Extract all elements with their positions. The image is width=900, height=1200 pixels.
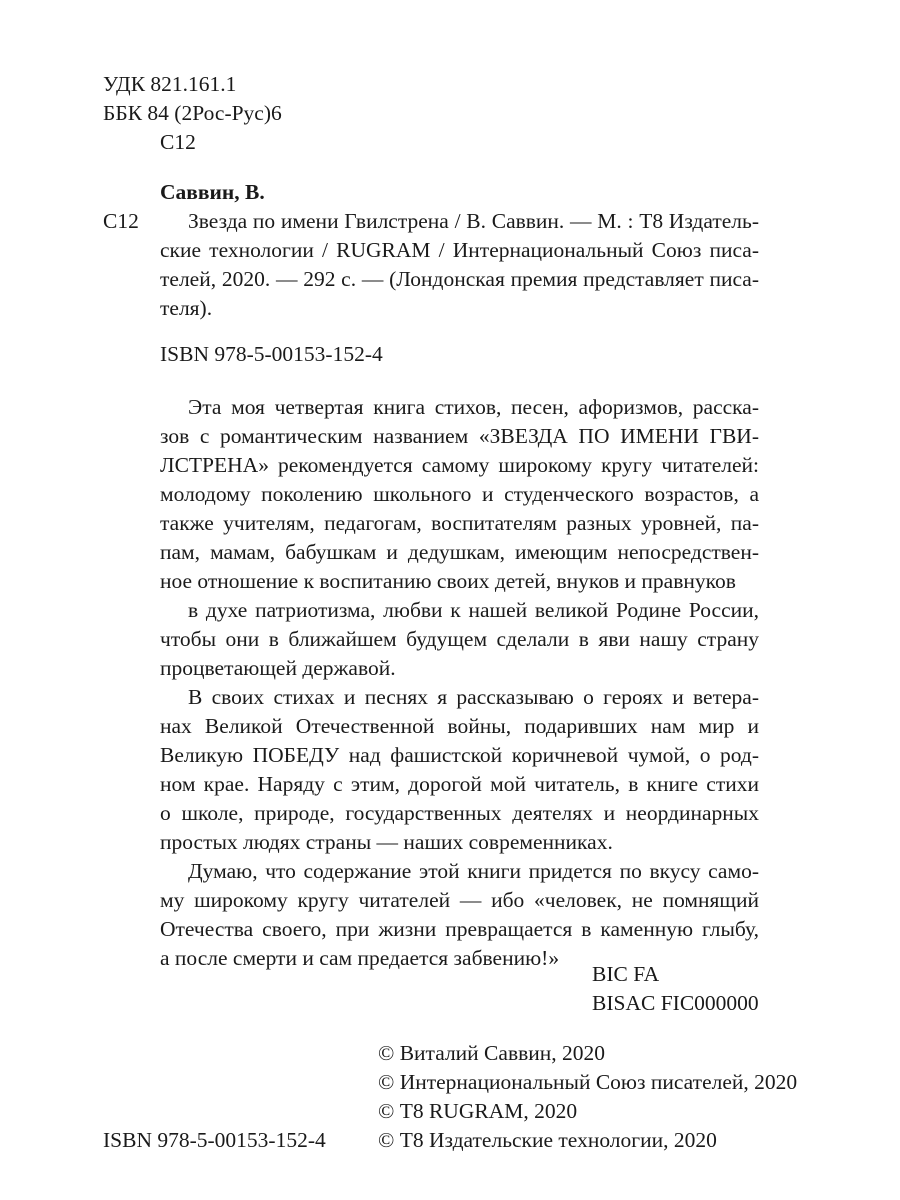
bic-code: BIC FA <box>592 962 660 986</box>
abstract-line: также учителям, педагогам, воспитателям разных уровней, па- <box>160 511 759 535</box>
abstract-line: пам, мамам, бабушкам и дедушкам, имеющим непосредствен- <box>160 540 759 564</box>
abstract-line: а после смерти и сам предается забвению!» <box>160 946 560 970</box>
bisac-code: BISAC FIC000000 <box>592 991 759 1015</box>
copyright-line: © Т8 Издательские технологии, 2020 <box>378 1128 717 1152</box>
bib-line-3: телей, 2020. — 292 с. — (Лондонская премия представляет писа- <box>160 267 759 291</box>
author-mark-margin: С12 <box>103 209 139 233</box>
abstract-line: му широкому кругу читателей — ибо «человек, не помнящий <box>160 888 759 912</box>
abstract-line: простых людях страны — наших современниках. <box>160 830 613 854</box>
bbk-code: ББК 84 (2Рос-Рус)6 <box>103 101 282 125</box>
isbn-main: ISBN 978-5-00153-152-4 <box>160 342 383 366</box>
abstract-line: Эта моя четвертая книга стихов, песен, афоризмов, расска- <box>188 395 759 419</box>
abstract-line: В своих стихах и песнях я рассказываю о героях и ветера- <box>188 685 759 709</box>
abstract-line: Великую ПОБЕДУ над фашистской коричневой чумой, о род- <box>160 743 759 767</box>
abstract-line: ном крае. Наряду с этим, дорогой мой читатель, в книге стихи <box>160 772 759 796</box>
abstract-line: нах Великой Отечественной войны, подаривших нам мир и <box>160 714 759 738</box>
copyright-line: © Интернациональный Союз писателей, 2020 <box>378 1070 798 1094</box>
bib-line-1: Звезда по имени Гвилстрена / В. Саввин. — М. : Т8 Издатель- <box>188 209 759 233</box>
isbn-footer: ISBN 978-5-00153-152-4 <box>103 1128 326 1152</box>
abstract-line: Думаю, что содержание этой книги придется по вкусу само- <box>188 859 759 883</box>
abstract-line: Отечества своего, при жизни превращается в каменную глыбу, <box>160 917 759 941</box>
bib-line-4: теля). <box>160 296 213 320</box>
abstract-line: ное отношение к воспитанию своих детей, внуков и правнуков <box>160 569 736 593</box>
bib-line-2: ские технологии / RUGRAM / Интернациональный Союз писа- <box>160 238 759 262</box>
abstract-line: молодому поколению школьного и студенческого возрастов, а <box>160 482 759 506</box>
author-mark-top: С12 <box>160 130 196 154</box>
abstract-line: зов с романтическим названием «ЗВЕЗДА ПО ИМЕНИ ГВИ- <box>160 424 759 448</box>
udk-code: УДК 821.161.1 <box>103 72 237 96</box>
abstract-line: о школе, природе, государственных деятелях и неординарных <box>160 801 759 825</box>
abstract-line: чтобы они в ближайшем будущем сделали в яви нашу страну <box>160 627 759 651</box>
copyright-line: © Т8 RUGRAM, 2020 <box>378 1099 578 1123</box>
abstract-line: процветающей державой. <box>160 656 396 680</box>
abstract-line: в духе патриотизма, любви к нашей великой Родине России, <box>188 598 759 622</box>
copyright-line: © Виталий Саввин, 2020 <box>378 1041 606 1065</box>
abstract-line: ЛСТРЕНА» рекомендуется самому широкому кругу читателей: <box>160 453 759 477</box>
author-heading: Саввин, В. <box>160 180 265 204</box>
